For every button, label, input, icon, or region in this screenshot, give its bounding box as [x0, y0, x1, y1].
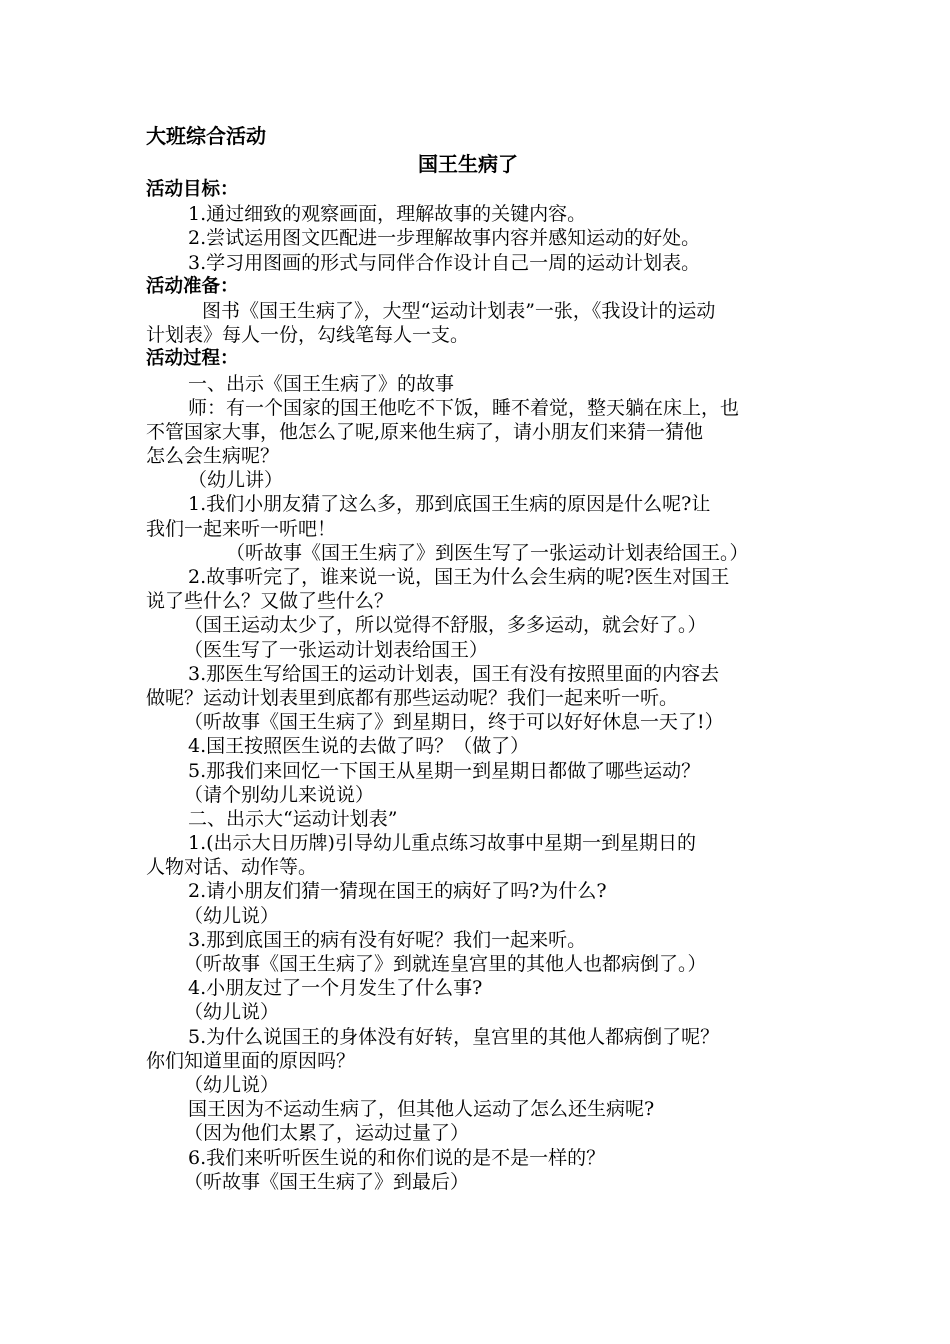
section-heading-goals: 活动目标： — [146, 179, 239, 200]
process-line: 2.故事听完了，谁来说一说，国王为什么会生病的呢?医生对国王 — [188, 566, 730, 588]
process-line: （幼儿说） — [184, 1001, 280, 1024]
process-line: 5.为什么说国王的身体没有好转，皇宫里的其他人都病倒了呢？ — [188, 1025, 720, 1048]
process-line: （幼儿讲） — [188, 469, 284, 492]
process-line: 5.那我们来回忆一下国王从星期一到星期日都做了哪些运动？ — [188, 759, 701, 782]
process-line: 国王因为不运动生病了，但其他人运动了怎么还生病呢? — [188, 1098, 655, 1121]
process-line: 师：有一个国家的国王他吃不下饭，睡不着觉，整天躺在床上，也 — [188, 396, 740, 419]
document-category-label: 大班综合活动 — [146, 124, 266, 148]
process-line: 不管国家大事，他怎么了呢,原来他生病了，请小朋友们来猜一猜他 — [146, 420, 704, 443]
process-line: 你们知道里面的原因吗？ — [146, 1049, 356, 1072]
process-line: （听故事《国王生病了》到就连皇宫里的其他人也都病倒了。） — [184, 953, 707, 975]
prep-line: 图书《国王生病了》，大型“运动计划表”一张，《我设计的运动 — [202, 299, 716, 322]
process-line: 4.小朋友过了一个月发生了什么事? — [188, 977, 483, 1000]
process-line: 3.那医生写给国王的运动计划表，国王有没有按照里面的内容去 — [188, 662, 720, 685]
process-line: 4.国王按照医生说的去做了吗？（做了） — [188, 735, 530, 758]
process-line: 怎么会生病呢？ — [146, 445, 280, 468]
document-page — [146, 122, 808, 1194]
process-line: （幼儿说） — [184, 904, 280, 927]
goal-item: 3.学习用图画的形式与同伴合作设计自己一周的运动计划表。 — [188, 251, 701, 274]
process-line: 1.(出示大日历牌)引导幼儿重点练习故事中星期一到星期日的 — [188, 832, 696, 855]
goal-item: 1.通过细致的观察画面，理解故事的关键内容。 — [188, 203, 587, 226]
process-line: 3.那到底国王的病有没有好呢？我们一起来听。 — [188, 928, 587, 951]
process-line: 做呢？运动计划表里到底都有那些运动呢？我们一起来听一听。 — [146, 686, 679, 709]
process-line: （听故事《国王生病了》到医生写了一张运动计划表给国王。） — [226, 541, 749, 564]
process-line: （幼儿说） — [184, 1073, 280, 1096]
process-line: 二、出示大“运动计划表” — [188, 807, 398, 830]
process-line: （听故事《国王生病了》到最后） — [184, 1170, 470, 1193]
process-line: （听故事《国王生病了》到星期日，终于可以好好休息一天了!） — [184, 711, 724, 734]
process-line: 说了些什么？又做了些什么？ — [146, 590, 394, 613]
prep-line: 计划表》每人一份，勾线笔每人一支。 — [146, 324, 470, 347]
process-line: 2.请小朋友们猜一猜现在国王的病好了吗?为什么? — [188, 880, 607, 903]
process-line: 人物对话、动作等。 — [146, 856, 318, 879]
section-heading-prep: 活动准备： — [146, 275, 239, 297]
goal-item: 2.尝试运用图文匹配进一步理解故事内容并感知运动的好处。 — [188, 227, 701, 250]
process-line: 6.我们来听听医生说的和你们说的是不是一样的？ — [188, 1146, 606, 1169]
process-line: （因为他们太累了，运动过量了） — [184, 1122, 470, 1145]
process-line: （医生写了一张运动计划表给国王） — [184, 638, 489, 661]
document-title: 国王生病了 — [418, 152, 518, 176]
process-line: 我们一起来听一听吧！ — [146, 517, 337, 540]
process-line: 1.我们小朋友猜了这么多，那到底国王生病的原因是什么呢?让 — [188, 493, 711, 516]
process-line: （国王运动太少了，所以觉得不舒服，多多运动，就会好了。） — [184, 614, 707, 637]
process-line: 一、出示《国王生病了》的故事 — [188, 372, 455, 395]
section-heading-process: 活动过程： — [146, 348, 239, 370]
process-line: （请个别幼儿来说说） — [184, 783, 375, 806]
